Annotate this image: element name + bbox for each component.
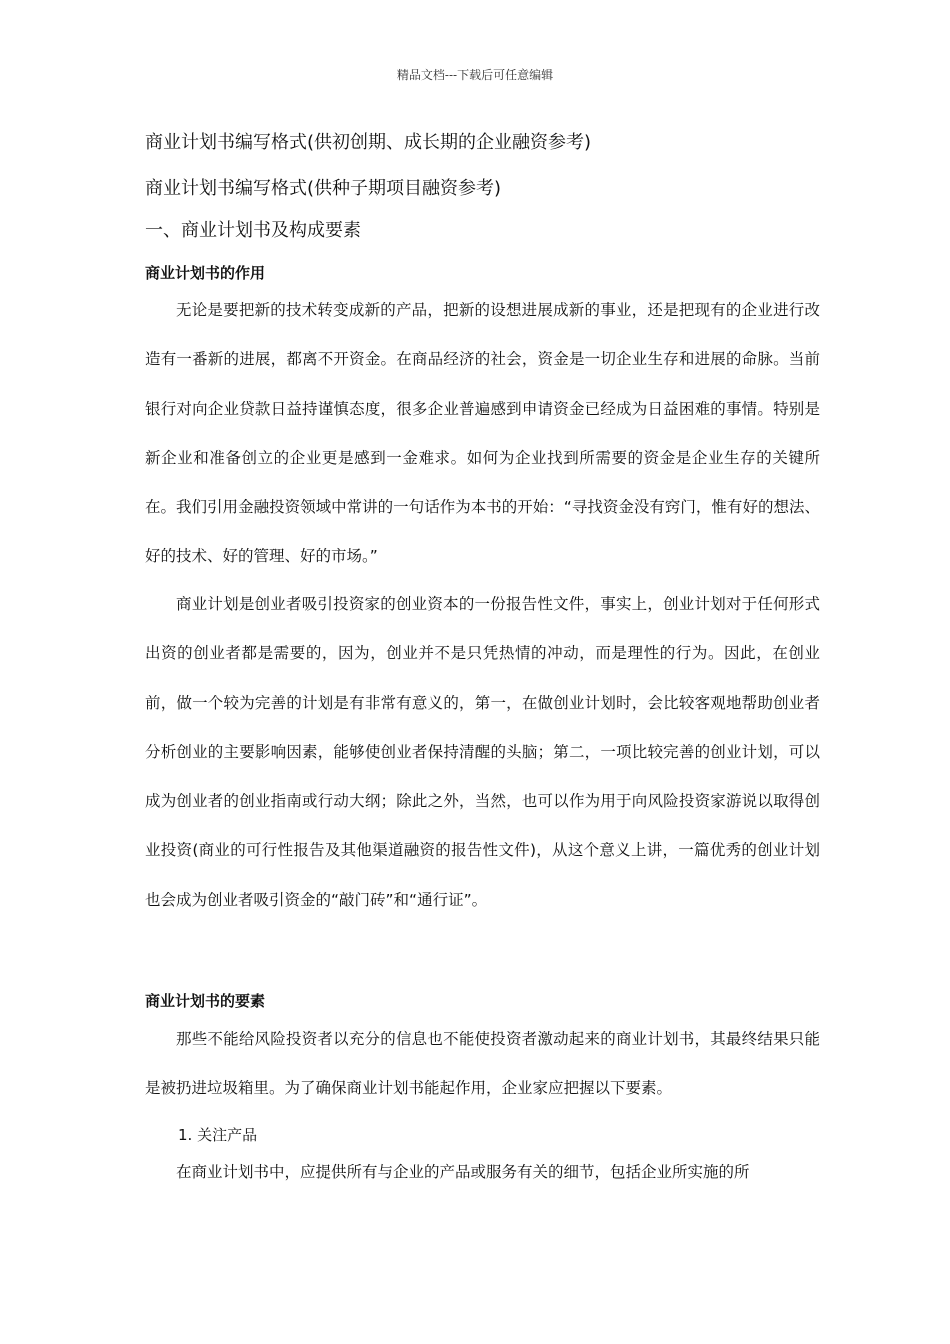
section-heading-elements: 商业计划书的要素 <box>145 992 266 1010</box>
document-subtitle: 商业计划书编写格式(供种子期项目融资参考) <box>145 178 502 199</box>
chapter-heading: 一、商业计划书及构成要素 <box>145 220 361 241</box>
paragraph-business-plan: 商业计划是创业者吸引投资家的创业资本的一份报告性文件，事实上，创业计划对于任何形式出资的创业者都是需要的，因为，创业并不是只凭热情的冲动，而是理性的行为。因此，在创业前，做一个较为完善的计划是有非常有意义的，第一，在做创业计划时，会比较客观地帮助创业者分析创业的主要影响因素，能够使创业者保持清醒的头脑；第二，一项比较完善的创业计划，可以成为创业者的创业指南或行动大纲；除此之外，当然，也可以作为用于向风险投资家游说以取得创业投资(商业的可行性报告及其他渠道融资的报告性文件)，从这个意义上讲，一篇优秀的创业计划也会成为创业者吸引资金的“敲门砖”和“通行证”。 <box>145 595 820 909</box>
list-item-focus-product: 1. 关注产品 <box>178 1126 258 1144</box>
section-heading-role: 商业计划书的作用 <box>145 264 266 282</box>
paragraph-product-details: 在商业计划书中，应提供所有与企业的产品或服务有关的细节，包括企业所实施的所 <box>176 1163 750 1181</box>
page-header: 精品文档---下载后可任意编辑 <box>396 68 554 82</box>
paragraph-funding: 无论是要把新的技术转变成新的产品，把新的设想进展成新的事业，还是把现有的企业进行改造有一番新的进展，都离不开资金。在商品经济的社会，资金是一切企业生存和进展的命脉。当前银行对向企业贷款日益持谨慎态度，很多企业普遍感到申请资金已经成为日益困难的事情。特别是新企业和准备创立的企业更是感到一金难求。如何为企业找到所需要的资金是企业生存的关键所在。我们引用金融投资领域中常讲的一句话作为本书的开始：“寻找资金没有窍门，惟有好的想法、好的技术、好的管理、好的市场。” <box>145 301 820 566</box>
document-title: 商业计划书编写格式(供初创期、成长期的企业融资参考) <box>145 132 592 153</box>
paragraph-elements: 那些不能给风险投资者以充分的信息也不能使投资者激动起来的商业计划书，其最终结果只能是被扔进垃圾箱里。为了确保商业计划书能起作用，企业家应把握以下要素。 <box>145 1030 820 1098</box>
